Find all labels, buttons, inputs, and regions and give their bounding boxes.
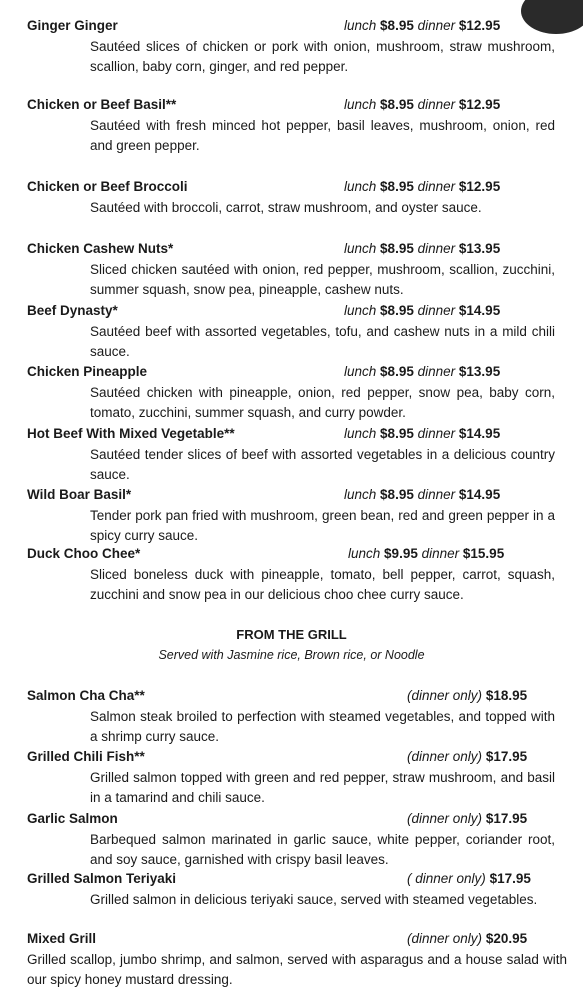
item-description: Sautéed with fresh minced hot pepper, basil leaves, mushroom, onion, red and green pepper. (90, 118, 555, 153)
section-subtitle: Served with Jasmine rice, Brown rice, or Noodle (158, 648, 425, 662)
dinner-price: $12.95 (458, 18, 501, 33)
dinner-price: $20.95 (485, 931, 528, 946)
dinner-label: dinner (417, 179, 456, 194)
lunch-label: lunch (344, 179, 377, 194)
item-name: Grilled Chili Fish** (27, 749, 145, 764)
dinner-label: dinner (417, 487, 456, 502)
dinner-label: dinner (417, 364, 456, 379)
dinner-price: $14.95 (458, 303, 501, 318)
dinner-price: $13.95 (458, 364, 501, 379)
lunch-price: $8.95 (380, 18, 414, 33)
lunch-price: $8.95 (380, 97, 414, 112)
lunch-label: lunch (348, 546, 381, 561)
item-name: Chicken Cashew Nuts* (27, 241, 174, 256)
item-price (344, 362, 500, 382)
item-name: Beef Dynasty* (27, 303, 118, 318)
item-description: Salmon steak broiled to perfection with steamed vegetables, and topped with a shrimp curry sauce. (90, 709, 555, 744)
item-price (407, 929, 527, 949)
dinner-price: $15.95 (462, 546, 505, 561)
item-price (344, 95, 500, 115)
lunch-label: lunch (344, 18, 377, 33)
lunch-label: lunch (344, 303, 377, 318)
corner-scroll-button[interactable] (521, 0, 583, 34)
item-description: Sliced boneless duck with pineapple, tomato, bell pepper, carrot, squash, zucchini and snow pea in our delicious choo chee curry sauce. (90, 567, 555, 602)
lunch-price: $9.95 (384, 546, 418, 561)
lunch-price: $8.95 (380, 303, 414, 318)
dinner-label: dinner (417, 426, 456, 441)
item-price (344, 485, 500, 505)
lunch-price: $8.95 (380, 487, 414, 502)
item-description: Grilled salmon topped with green and red pepper, straw mushroom, and basil in a tamarind and chili sauce. (90, 770, 555, 805)
item-name: Chicken or Beef Basil** (27, 97, 177, 112)
item-price (348, 544, 504, 564)
item-description: Sautéed beef with assorted vegetables, tofu, and cashew nuts in a mild chili sauce. (90, 324, 555, 359)
lunch-label: lunch (344, 241, 377, 256)
dinner-label: dinner (421, 546, 460, 561)
lunch-price: $8.95 (380, 364, 414, 379)
item-description: Sautéed tender slices of beef with assorted vegetables in a delicious country sauce. (90, 447, 555, 482)
dinner-label: dinner (417, 18, 456, 33)
item-price (407, 809, 527, 829)
item-name: Chicken or Beef Broccoli (27, 179, 188, 194)
dinner-price: $18.95 (485, 688, 528, 703)
item-name: Wild Boar Basil* (27, 487, 132, 502)
item-name: Grilled Salmon Teriyaki (27, 871, 177, 886)
item-description: Sliced chicken sautéed with onion, red pepper, mushroom, scallion, zucchini, summer squash, snow pea, pineapple, cashew nuts. (90, 262, 555, 297)
dinner-price: $13.95 (458, 241, 501, 256)
lunch-label: lunch (344, 97, 377, 112)
dinner-price: $12.95 (458, 97, 501, 112)
item-price (407, 747, 527, 767)
section-title: FROM THE GRILL (236, 627, 347, 642)
price-label: (dinner only) (407, 749, 483, 764)
lunch-label: lunch (344, 487, 377, 502)
item-description: Tender pork pan fried with mushroom, green bean, red and green pepper in a spicy curry sauce. (90, 508, 555, 543)
price-label: (dinner only) (407, 931, 483, 946)
lunch-price: $8.95 (380, 426, 414, 441)
price-label: (dinner only) (407, 688, 483, 703)
dinner-price: $14.95 (458, 487, 501, 502)
dinner-price: $17.95 (485, 811, 528, 826)
item-description: Sautéed slices of chicken or pork with onion, mushroom, straw mushroom, scallion, baby corn, ginger, and red pepper. (90, 39, 555, 74)
item-name: Chicken Pineapple (27, 364, 148, 379)
item-price (407, 686, 527, 706)
item-price (407, 869, 531, 889)
dinner-label: dinner (417, 303, 456, 318)
item-name: Mixed Grill (27, 931, 97, 946)
lunch-price: $8.95 (380, 179, 414, 194)
item-description: Sautéed with broccoli, carrot, straw mushroom, and oyster sauce. (90, 200, 482, 215)
item-description: Sautéed chicken with pineapple, onion, red pepper, snow pea, baby corn, tomato, zucchini, summer squash, and curry powder. (90, 385, 555, 420)
item-description: Grilled scallop, jumbo shrimp, and salmon, served with asparagus and a house salad with our spicy honey mustard dressing. (27, 952, 567, 987)
item-name: Duck Choo Chee* (27, 546, 141, 561)
lunch-label: lunch (344, 426, 377, 441)
item-description: Barbequed salmon marinated in garlic sauce, white pepper, coriander root, and soy sauce, garnished with crispy basil leaves. (90, 832, 555, 867)
dinner-label: dinner (417, 241, 456, 256)
price-label: ( dinner only) (407, 871, 486, 886)
dinner-price: $17.95 (489, 871, 531, 886)
item-description: Grilled salmon in delicious teriyaki sauce, served with steamed vegetables. (90, 892, 538, 907)
dinner-price: $12.95 (458, 179, 501, 194)
lunch-label: lunch (344, 364, 377, 379)
item-name: Ginger Ginger (27, 18, 118, 33)
dinner-label: dinner (417, 97, 456, 112)
lunch-price: $8.95 (380, 241, 414, 256)
price-label: (dinner only) (407, 811, 483, 826)
item-price (344, 424, 500, 444)
item-price (344, 301, 500, 321)
item-name: Garlic Salmon (27, 811, 118, 826)
item-price (344, 177, 500, 197)
dinner-price: $14.95 (458, 426, 501, 441)
item-name: Hot Beef With Mixed Vegetable** (27, 426, 235, 441)
item-name: Salmon Cha Cha** (27, 688, 145, 703)
item-price (344, 239, 500, 259)
item-price (344, 16, 500, 36)
dinner-price: $17.95 (485, 749, 528, 764)
